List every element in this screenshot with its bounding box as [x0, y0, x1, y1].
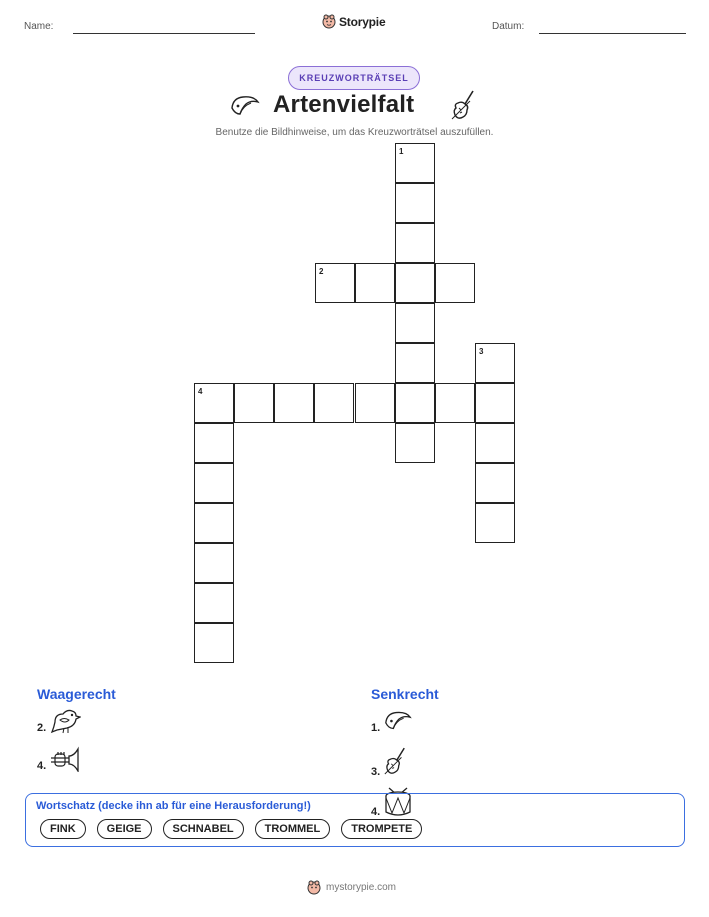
crossword-cell[interactable] [355, 383, 395, 423]
crossword-cell[interactable] [395, 383, 435, 423]
name-line[interactable] [73, 33, 255, 34]
crossword-cell[interactable] [395, 183, 435, 223]
crossword-cell[interactable] [194, 383, 234, 423]
clue-number: 2. [37, 722, 47, 734]
crossword-cell[interactable] [475, 503, 515, 543]
crossword-cell[interactable] [395, 343, 435, 383]
crossword-cell[interactable] [194, 543, 234, 583]
footer [307, 880, 396, 895]
violin-icon [383, 746, 407, 778]
crossword-cell[interactable] [395, 263, 435, 303]
violin-title-icon [450, 89, 476, 123]
across-clue-2 [37, 706, 81, 734]
beak-icon [383, 708, 413, 734]
down-clue-3 [371, 746, 407, 778]
crossword-cell[interactable] [475, 383, 515, 423]
cell-number: 1 [399, 147, 404, 156]
cell-number: 3 [479, 347, 484, 356]
crossword-cell[interactable] [395, 143, 435, 183]
storypie-logo [322, 14, 385, 29]
word-chip: FINK [40, 819, 86, 839]
word-bank-title: Wortschatz (decke ihn ab für eine Herausforderung!) [36, 800, 311, 812]
footer-url[interactable]: mystorypie.com [326, 882, 397, 893]
crossword-cell[interactable] [475, 463, 515, 503]
crossword-cell[interactable] [435, 383, 475, 423]
date-label: Datum: [492, 21, 525, 32]
crossword-cell[interactable] [475, 343, 515, 383]
down-heading: Senkrecht [371, 686, 439, 702]
instructions: Benutze die Bildhinweise, um das Kreuzworträtsel auszufüllen. [215, 127, 494, 138]
page-title: Artenvielfalt [273, 91, 415, 118]
crossword-cell[interactable] [395, 223, 435, 263]
storypie-mascot-icon [322, 14, 336, 29]
crossword-cell[interactable] [194, 623, 234, 663]
word-chip: SCHNABEL [163, 819, 244, 839]
crossword-cell[interactable] [314, 383, 354, 423]
crossword-cell[interactable] [435, 263, 475, 303]
down-clue-1 [371, 708, 413, 734]
crossword-cell[interactable] [274, 383, 314, 423]
crossword-cell[interactable] [194, 463, 234, 503]
trumpet-icon [49, 746, 81, 772]
crossword-cell[interactable] [475, 423, 515, 463]
bird-icon [49, 706, 81, 734]
cell-number: 4 [198, 387, 203, 396]
date-line[interactable] [539, 33, 686, 34]
clue-number: 1. [371, 722, 381, 734]
word-bank [25, 793, 685, 847]
clue-number: 3. [371, 766, 381, 778]
crossword-cell[interactable] [395, 423, 435, 463]
crossword-cell[interactable] [395, 303, 435, 343]
beak-title-icon [229, 94, 261, 118]
crossword-cell[interactable] [234, 383, 274, 423]
worksheet-type-badge: KREUZWORTRÄTSEL [288, 66, 420, 90]
clue-number: 4. [37, 760, 47, 772]
word-chip: GEIGE [97, 819, 152, 839]
across-heading: Waagerecht [37, 686, 116, 702]
word-bank-words [40, 819, 422, 839]
crossword-cell[interactable] [355, 263, 395, 303]
crossword-cell[interactable] [194, 503, 234, 543]
word-chip: TROMMEL [255, 819, 331, 839]
crossword-cell[interactable] [315, 263, 355, 303]
cell-number: 2 [319, 267, 324, 276]
clue-number: 4. [371, 806, 381, 818]
brand-name: Storypie [339, 14, 386, 29]
across-clue-4 [37, 746, 81, 772]
crossword-cell[interactable] [194, 423, 234, 463]
word-chip: TROMPETE [341, 819, 422, 839]
storypie-mascot-icon [307, 880, 321, 895]
name-label: Name: [24, 21, 54, 32]
crossword-cell[interactable] [194, 583, 234, 623]
